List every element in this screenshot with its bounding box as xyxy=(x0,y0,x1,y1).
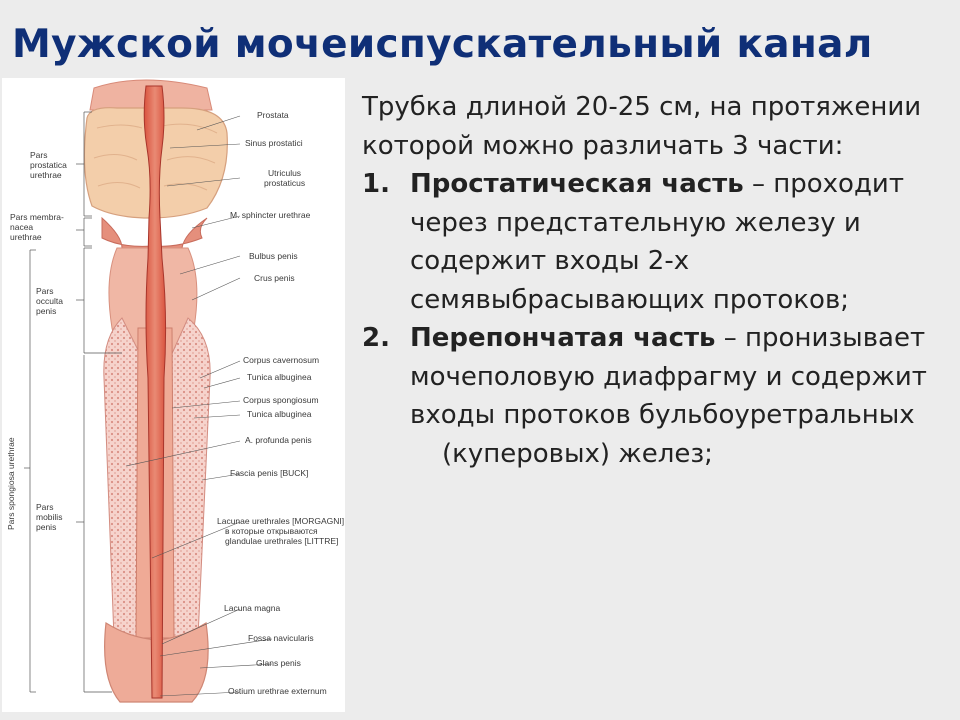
label-mobilis-3: penis xyxy=(36,522,57,532)
list-number: 2. xyxy=(362,323,390,353)
label-mobilis-1: Pars xyxy=(36,502,54,512)
list-dash: – xyxy=(715,323,737,353)
label-bulbus: Bulbus penis xyxy=(249,251,298,261)
intro-text: Трубка длиной 20-25 см, на протяжении которой можно различать 3 части: xyxy=(362,92,922,161)
label-corpus-spongiosum: Corpus spongiosum xyxy=(243,395,319,405)
list-description: проходит через предстательную железу и содержит входы 2-х семявыбрасывающих протоков; xyxy=(410,169,904,315)
label-glans: Glans penis xyxy=(256,658,301,668)
label-membranacea-1: Pars membra- xyxy=(10,212,64,222)
list-term: Простатическая часть xyxy=(410,169,744,199)
label-sphincter: M. sphincter urethrae xyxy=(230,210,311,220)
corpus-cavernosum-right xyxy=(170,318,210,638)
label-membranacea-3: urethrae xyxy=(10,232,42,242)
label-lacunae-1: Lacunae urethrales [MORGAGNI] xyxy=(217,516,345,526)
label-mobilis-2: mobilis xyxy=(36,512,63,522)
label-sinus-prostatici: Sinus prostatici xyxy=(245,138,303,148)
label-pars-spongiosa: Pars spongiosa urethrae xyxy=(6,437,16,530)
label-occulta-3: penis xyxy=(36,306,57,316)
list-dash: – xyxy=(743,169,765,199)
label-lacuna-magna: Lacuna magna xyxy=(224,603,281,613)
label-tunica-albuginea-1: Tunica albuginea xyxy=(247,372,312,382)
list-description: пронизывает мочеполовую диафрагму и содержит входы протоков бульбоуретральных xyxy=(410,323,927,430)
slide-body xyxy=(362,88,952,473)
label-ostium: Ostium urethrae externum xyxy=(228,686,327,696)
label-corpus-cavernosum: Corpus cavernosum xyxy=(243,355,320,365)
label-lacunae-3: glandulae urethrales [LITTRE] xyxy=(225,536,339,546)
label-prostatica-3: urethrae xyxy=(30,170,62,180)
parts-list xyxy=(362,165,952,473)
label-fossa-navicularis: Fossa navicularis xyxy=(248,633,314,643)
label-fascia: Fascia penis [BUCK] xyxy=(230,468,309,478)
label-profunda: A. profunda penis xyxy=(245,435,312,445)
label-occulta-2: occulta xyxy=(36,296,63,306)
label-occulta-1: Pars xyxy=(36,286,54,296)
label-utriculus-2: prostaticus xyxy=(264,178,306,188)
urethra-anatomy-figure xyxy=(2,78,345,712)
list-term: Перепончатая часть xyxy=(410,323,716,353)
label-tunica-albuginea-2: Tunica albuginea xyxy=(247,409,312,419)
label-lacunae-2: в которые открываются xyxy=(225,526,318,536)
label-utriculus-1: Utriculus xyxy=(268,168,302,178)
list-item xyxy=(362,319,952,473)
label-prostata: Prostata xyxy=(257,110,289,120)
label-prostatica-1: Pars xyxy=(30,150,48,160)
label-membranacea-2: nacea xyxy=(10,222,34,232)
slide-title: Мужской мочеиспускательный канал xyxy=(12,22,873,67)
list-description-continued: (куперовых) желез; xyxy=(442,438,713,469)
list-item xyxy=(362,165,952,319)
label-prostatica-2: prostatica xyxy=(30,160,67,170)
label-crus: Crus penis xyxy=(254,273,295,283)
list-number: 1. xyxy=(362,169,390,199)
